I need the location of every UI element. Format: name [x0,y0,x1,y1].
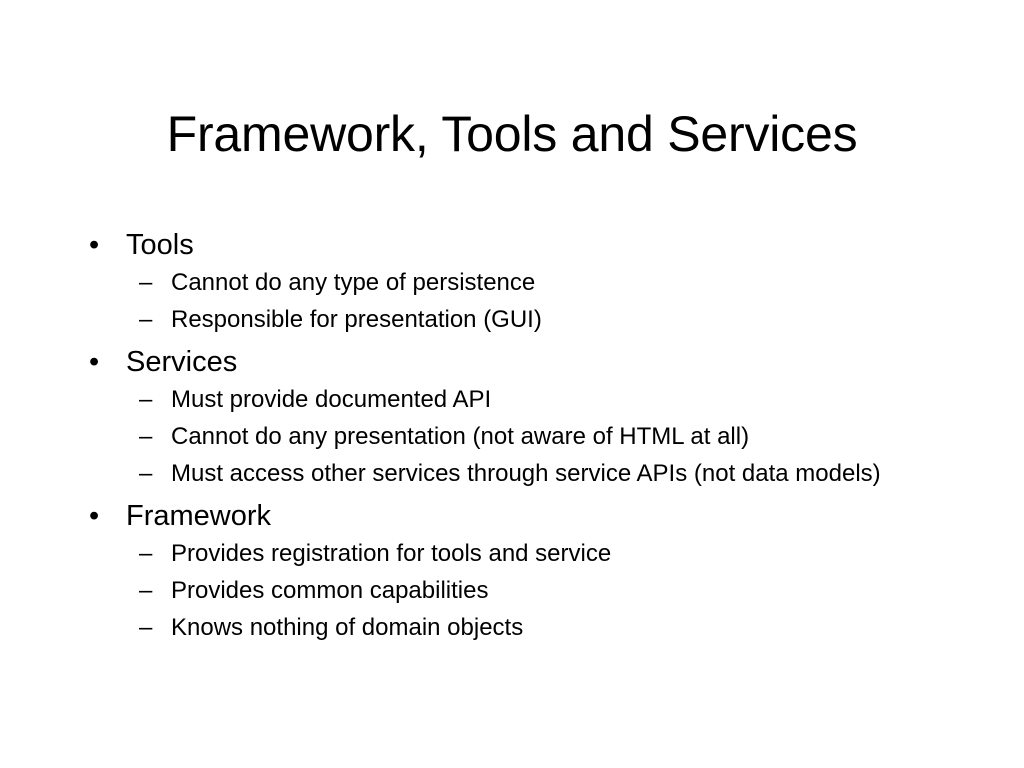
list-item [84,422,944,452]
dash-icon: – [139,269,153,296]
list-item-text: Must access other services through service APIs (not data models) [171,460,881,487]
section-services [84,343,944,489]
dash-icon: – [139,614,153,641]
section-heading: Framework [126,500,272,532]
list-item [84,385,944,415]
section-heading-row [84,226,944,264]
list-item-text: Cannot do any type of persistence [171,269,536,296]
dash-icon: – [139,460,153,487]
bullet-list [84,226,944,643]
section-heading: Tools [126,229,194,261]
sub-list [84,539,944,643]
dash-icon: – [139,423,153,450]
bullet-icon: • [89,500,100,532]
slide-title: Framework, Tools and Services [166,106,858,162]
section-heading-row [84,343,944,381]
bullet-icon: • [89,229,100,261]
dash-icon: – [139,306,153,333]
dash-icon: – [139,386,153,413]
list-item-text: Must provide documented API [171,386,492,413]
list-item-text: Knows nothing of domain objects [171,614,524,641]
list-item-text: Cannot do any presentation (not aware of HTML at all) [171,423,750,450]
sub-list [84,268,944,335]
list-item [84,539,944,569]
section-tools [84,226,944,335]
list-item [84,459,944,489]
section-framework [84,497,944,643]
dash-icon: – [139,577,153,604]
section-heading-row [84,497,944,535]
dash-icon: – [139,540,153,567]
bullet-icon: • [89,346,100,378]
sub-list [84,385,944,489]
list-item-text: Provides registration for tools and service [171,540,612,567]
list-item-text: Responsible for presentation (GUI) [171,306,542,333]
list-item [84,305,944,335]
list-item-text: Provides common capabilities [171,577,489,604]
list-item [84,268,944,298]
list-item [84,613,944,643]
list-item [84,576,944,606]
section-heading: Services [126,346,238,378]
